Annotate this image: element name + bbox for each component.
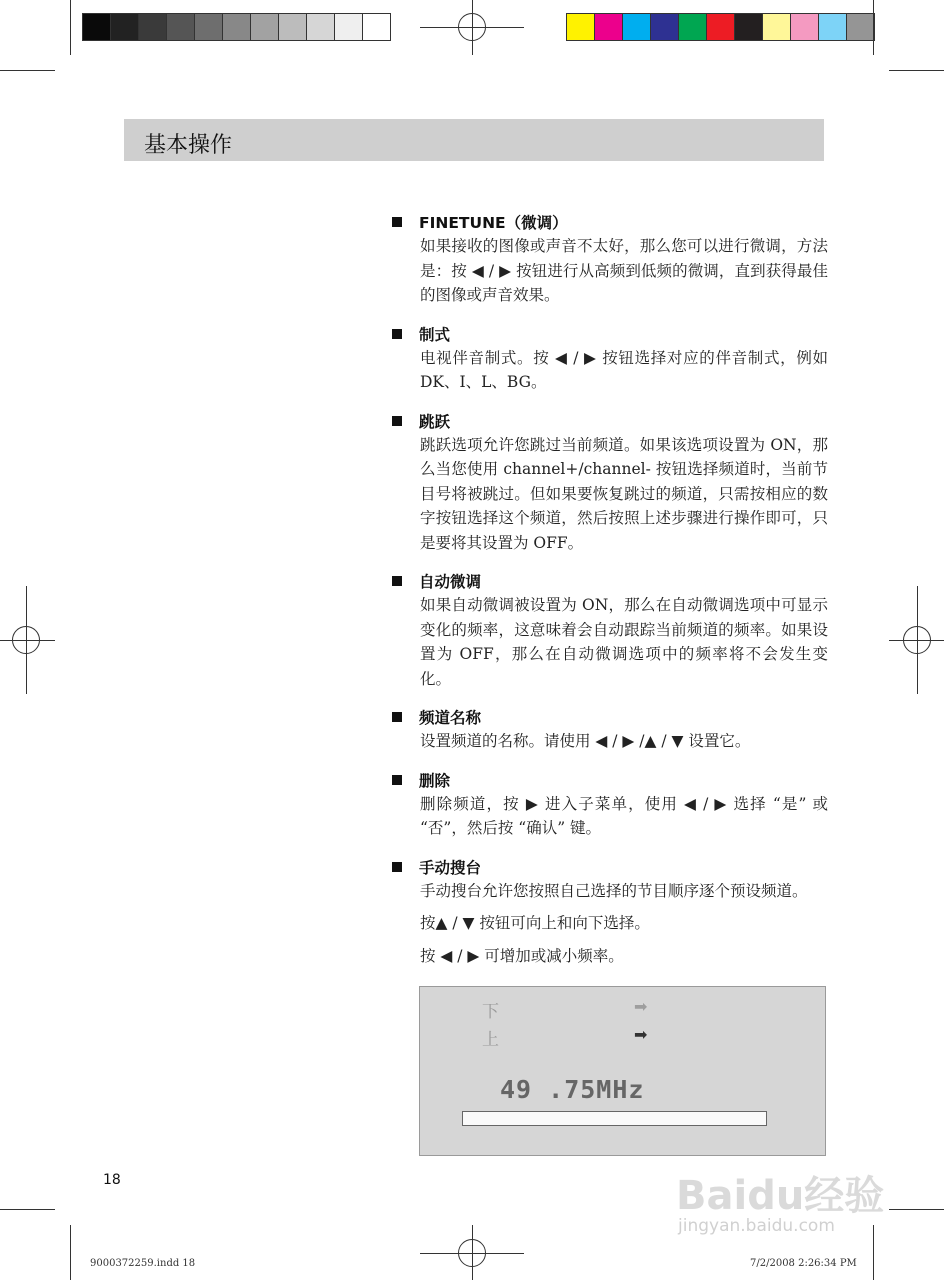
item-title: 频道名称 [419,709,482,727]
watermark [676,1144,894,1248]
color-swatch [706,13,735,41]
crop-mark [889,70,944,71]
color-swatch [250,13,279,41]
item-body: 删除频道，按 ▶ 进入子菜单，使用 ◀ / ▶ 选择 “是” 或 “否”，然后按 “确认” 键。 [420,794,828,837]
color-swatch [846,13,875,41]
item-body: 手动搜台允许您按照自己选择的节目顺序逐个预设频道。 [420,881,808,900]
color-swatch [110,13,139,41]
color-swatch [82,13,111,41]
color-swatch [594,13,623,41]
color-swatch [278,13,307,41]
color-swatch [818,13,847,41]
item-body: 电视伴音制式。按 ◀ / ▶ 按钮选择对应的伴音制式，例如 DK、I、L、BG。 [420,348,828,391]
crop-mark [70,1225,71,1280]
crop-mark [889,1209,944,1210]
watermark-brand: Baidu经验 [676,1173,885,1219]
crop-mark [873,0,874,55]
list-item [392,705,828,754]
color-swatch [622,13,651,41]
item-body: 如果接收的图像或声音不太好，那么您可以进行微调，方法是：按 ◀ / ▶ 按钮进行从高频到低频的微调，直到获得最佳的图像或声音效果。 [420,237,828,304]
color-swatch [222,13,251,41]
crop-mark [0,1209,55,1210]
instruction-line: 按 ◀ / ▶ 可增加或减小频率。 [420,946,624,965]
page-number: 18 [103,1172,121,1188]
square-bullet-icon [392,712,402,722]
square-bullet-icon [392,576,402,586]
color-swatch [650,13,679,41]
color-swatch [166,13,195,41]
osd-label-up: 上 [482,1030,499,1050]
item-title: FINETUNE（微调） [419,214,568,232]
item-title: 删除 [419,771,451,790]
frequency-readout: 49 .75MHz [500,1075,645,1104]
item-body: 跳跃选项允许您跳过当前频道。如果该选项设置为 ON，那么当您使用 channel+/channel- 按钮选择频道时，当前节目号将被跳过。但如果要恢复跳过的频道，只需按相应的数字按钮选择这个频道，然后按照上述步骤进行操作即可，只是要将其设置为 OFF。 [420,435,828,552]
list-item [392,210,828,308]
color-swatch [194,13,223,41]
color-swatch [790,13,819,41]
list-item [392,409,828,556]
crop-mark [70,0,71,55]
color-swatch [138,13,167,41]
process-color-bar [566,13,874,41]
square-bullet-icon [392,217,402,227]
color-swatch [734,13,763,41]
color-swatch [362,13,391,41]
arrow-right-icon: ➡ [634,1025,648,1044]
page-title: 基本操作 [144,133,233,158]
color-swatch [334,13,363,41]
list-item [392,768,828,841]
arrow-right-icon: ➡ [634,997,648,1016]
color-swatch [762,13,791,41]
square-bullet-icon [392,416,402,426]
square-bullet-icon [392,862,402,872]
square-bullet-icon [392,329,402,339]
color-swatch [306,13,335,41]
osd-label-down: 下 [482,1002,499,1022]
footer-file-info: 9000372259.indd 18 [90,1258,196,1269]
item-title: 手动搜台 [419,858,482,877]
list-item [392,855,828,969]
watermark-url: jingyan.baidu.com [678,1216,835,1236]
square-bullet-icon [392,775,402,785]
item-body: 设置频道的名称。请使用 ◀ / ▶ /▲ / ▼ 设置它。 [420,732,751,750]
color-swatch [566,13,595,41]
section-header [124,119,824,161]
item-title: 制式 [419,325,451,344]
item-title: 自动微调 [419,573,482,591]
crop-mark [0,70,55,71]
instruction-line: 按▲ / ▼ 按钮可向上和向下选择。 [420,914,650,932]
tuning-bar [462,1111,767,1126]
osd-screen-illustration [419,986,826,1156]
item-body: 如果自动微调被设置为 ON，那么在自动微调选项中可显示变化的频率，这意味着会自动跟踪当前频道的频率。如果设置为 OFF，那么在自动微调选项中的频率将不会发生变化。 [420,596,828,688]
footer-timestamp: 7/2/2008 2:26:34 PM [750,1258,857,1269]
list-item [392,322,828,395]
feature-list [392,210,828,982]
item-title: 跳跃 [419,412,451,431]
grayscale-color-bar [82,13,390,41]
list-item [392,569,828,691]
color-swatch [678,13,707,41]
